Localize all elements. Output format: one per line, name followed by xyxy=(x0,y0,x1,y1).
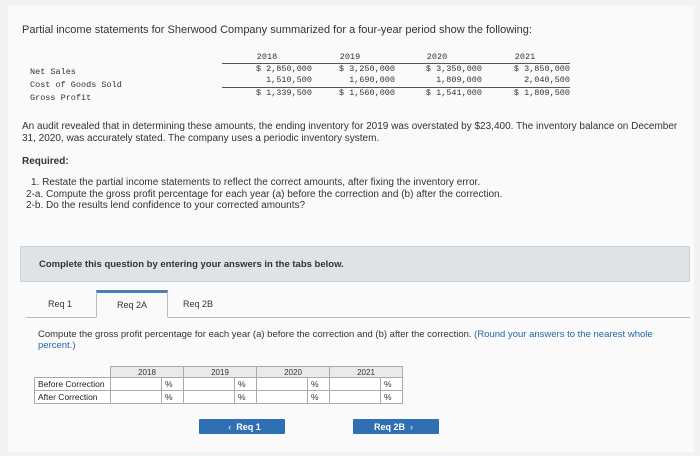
cogs-value: 1,510,500 xyxy=(266,75,312,85)
gross-profit-label: Gross Profit xyxy=(30,93,92,103)
gross-profit-value: $ 1,809,500 xyxy=(480,87,570,99)
banner-text: Complete this question by entering your answers in the tabs below. xyxy=(39,259,344,270)
problem-title: Partial income statements for Sherwood Company summarized for a four-year period show the following: xyxy=(22,24,532,36)
answer-input[interactable] xyxy=(184,378,235,391)
required-item: 2-a. Compute the gross profit percentage for each year (a) before the correction and (b) after the correction. xyxy=(26,188,503,200)
net-sales-label: Net Sales xyxy=(30,67,76,77)
statement-column-2018 xyxy=(222,52,312,99)
instruction-text: Compute the gross profit percentage for each year (a) before the correction and (b) after the correction. xyxy=(38,329,472,340)
required-heading: Required: xyxy=(22,156,69,167)
table-row-before xyxy=(35,378,403,391)
required-item: 1. Restate the partial income statements to reflect the correct amounts, after fixing the inventory error. xyxy=(31,177,481,188)
tab-bar xyxy=(26,290,690,318)
cogs-label: Cost of Goods Sold xyxy=(30,80,122,90)
answer-input[interactable] xyxy=(257,391,308,404)
column-header-2018: 2018 xyxy=(111,367,184,378)
tab-req-2b[interactable]: Req 2B xyxy=(182,299,214,309)
statement-row-labels xyxy=(30,66,122,105)
column-header-2021: 2021 xyxy=(330,367,403,378)
required-item: 2-b. Do the results lend confidence to your corrected amounts? xyxy=(26,200,306,211)
percent-unit: % xyxy=(308,378,330,391)
previous-req-button[interactable] xyxy=(199,419,285,434)
net-sales-value: $ 2,850,000 xyxy=(255,64,312,74)
year-header: 2018 xyxy=(222,52,312,64)
gross-profit-value: $ 1,541,000 xyxy=(392,87,482,99)
answer-input[interactable] xyxy=(184,391,235,404)
percent-unit: % xyxy=(162,391,184,404)
statement-column-2020 xyxy=(392,52,482,99)
column-header-2019: 2019 xyxy=(184,367,257,378)
answer-input[interactable] xyxy=(330,391,381,404)
net-sales-value: $ 3,250,000 xyxy=(338,64,395,74)
percent-unit: % xyxy=(235,391,257,404)
table-header-row xyxy=(35,367,403,378)
answer-input[interactable] xyxy=(257,378,308,391)
answer-input[interactable] xyxy=(330,378,381,391)
tab-req-2a[interactable]: Req 2A xyxy=(96,290,168,318)
table-row-after xyxy=(35,391,403,404)
question-page xyxy=(8,6,694,452)
required-list xyxy=(26,177,502,212)
net-sales-value: $ 3,850,000 xyxy=(513,64,570,74)
statement-column-2021 xyxy=(480,52,570,99)
rounding-note: (Round your answers to the nearest whole percent.) xyxy=(38,329,653,351)
next-req-button[interactable] xyxy=(353,419,439,434)
percent-unit: % xyxy=(308,391,330,404)
year-header: 2021 xyxy=(480,52,570,64)
percent-unit: % xyxy=(381,378,403,391)
cogs-value: 1,690,000 xyxy=(349,75,395,85)
chevron-left-icon: ‹ xyxy=(228,421,232,432)
year-header: 2019 xyxy=(305,52,395,64)
chevron-right-icon: › xyxy=(410,421,413,432)
row-label: After Correction xyxy=(35,391,111,404)
answer-input[interactable] xyxy=(111,391,162,404)
cogs-value: 1,809,000 xyxy=(436,75,482,85)
cogs-value: 2,040,500 xyxy=(524,75,570,85)
audit-paragraph: An audit revealed that in determining these amounts, the ending inventory for 2019 was overstated by $23,400. The inventory balance on December 31, 2020, was accurately stated. The company uses a periodic inventory system. xyxy=(22,121,678,144)
prev-button-label: Req 1 xyxy=(236,421,261,432)
tab-req-1[interactable]: Req 1 xyxy=(47,299,73,309)
gross-profit-value: $ 1,560,000 xyxy=(305,87,395,99)
net-sales-value: $ 3,350,000 xyxy=(425,64,482,74)
percent-unit: % xyxy=(235,378,257,391)
gross-profit-value: $ 1,339,500 xyxy=(222,87,312,99)
row-label: Before Correction xyxy=(35,378,111,391)
gross-profit-table xyxy=(34,366,403,404)
next-button-label: Req 2B xyxy=(373,421,405,432)
year-header: 2020 xyxy=(392,52,482,64)
percent-unit: % xyxy=(162,378,184,391)
tab-instruction xyxy=(38,329,678,351)
statement-column-2019 xyxy=(305,52,395,99)
instructions-banner xyxy=(20,246,690,282)
column-header-2020: 2020 xyxy=(257,367,330,378)
answer-input[interactable] xyxy=(111,378,162,391)
percent-unit: % xyxy=(381,391,403,404)
